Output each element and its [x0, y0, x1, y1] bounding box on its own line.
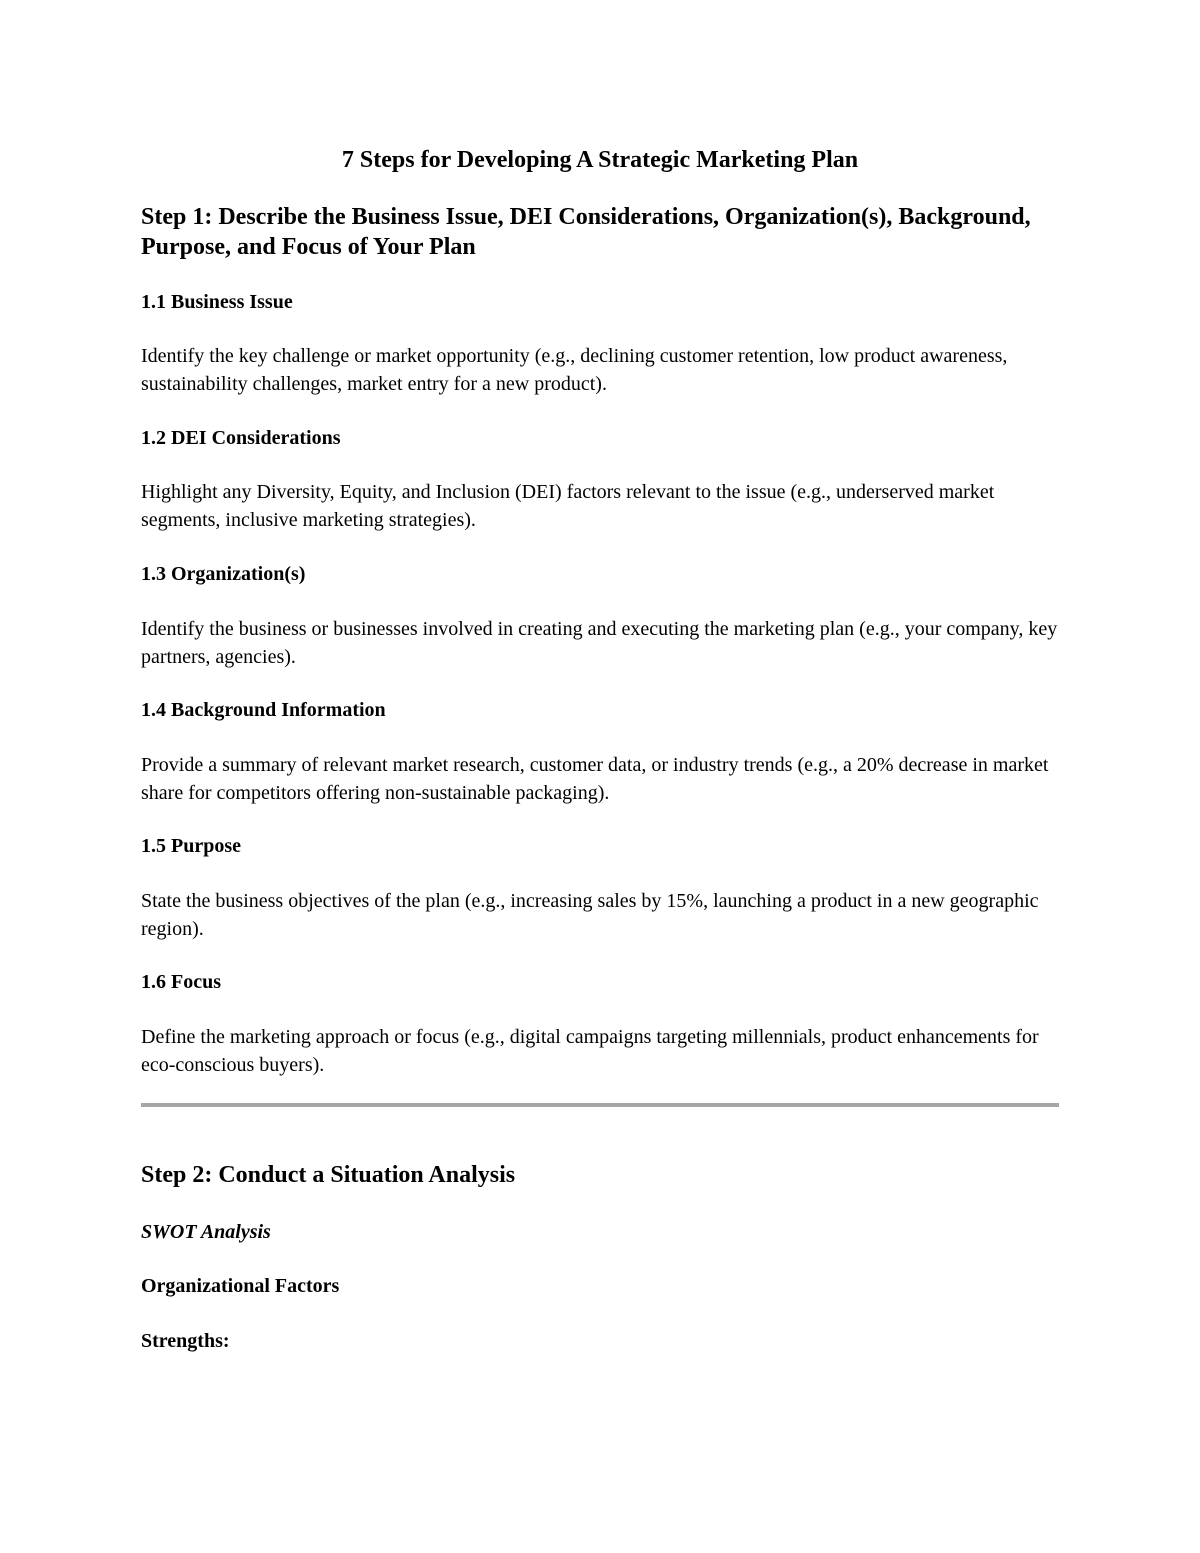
section-1-5-body: State the business objectives of the plan (e.g., increasing sales by 15%, launching a product in a new geographic region).: [141, 890, 1039, 940]
section-1-2-heading: 1.2 DEI Considerations: [141, 427, 341, 449]
section-1-6-body: Define the marketing approach or focus (e.g., digital campaigns targeting millennials, product enhancements for eco-conscious buyers).: [141, 1026, 1039, 1076]
section-1-4-heading: 1.4 Background Information: [141, 699, 386, 721]
section-1-3-heading: 1.3 Organization(s): [141, 563, 306, 585]
section-1-5-heading: 1.5 Purpose: [141, 835, 241, 857]
document-title: 7 Steps for Developing A Strategic Marketing Plan: [341, 147, 859, 173]
section-1-1-body: Identify the key challenge or market opportunity (e.g., declining customer retention, low product awareness, sustainability challenges, market entry for a new product).: [141, 345, 1008, 395]
swot-analysis-label: SWOT Analysis: [141, 1221, 271, 1243]
step-2-heading: Step 2: Conduct a Situation Analysis: [141, 1162, 516, 1188]
strengths-label: Strengths:: [141, 1330, 230, 1352]
section-1-6-heading: 1.6 Focus: [141, 971, 221, 993]
section-1-3-body: Identify the business or businesses involved in creating and executing the marketing plan (e.g., your company, key partners, agencies).: [141, 618, 1058, 668]
section-1-1-heading: 1.1 Business Issue: [141, 291, 293, 313]
section-1-2-body: Highlight any Diversity, Equity, and Inclusion (DEI) factors relevant to the issue (e.g., underserved market segments, inclusive marketing strategies).: [141, 481, 995, 531]
organizational-factors-label: Organizational Factors: [141, 1275, 340, 1297]
section-1-4-body: Provide a summary of relevant market research, customer data, or industry trends (e.g., a 20% decrease in market share for competitors offering non-sustainable packaging).: [141, 754, 1049, 804]
horizontal-rule: [141, 1103, 1059, 1107]
step-1-heading: Step 1: Describe the Business Issue, DEI Considerations, Organization(s), Background, Purpose, and Focus of Your Plan: [141, 204, 1031, 260]
